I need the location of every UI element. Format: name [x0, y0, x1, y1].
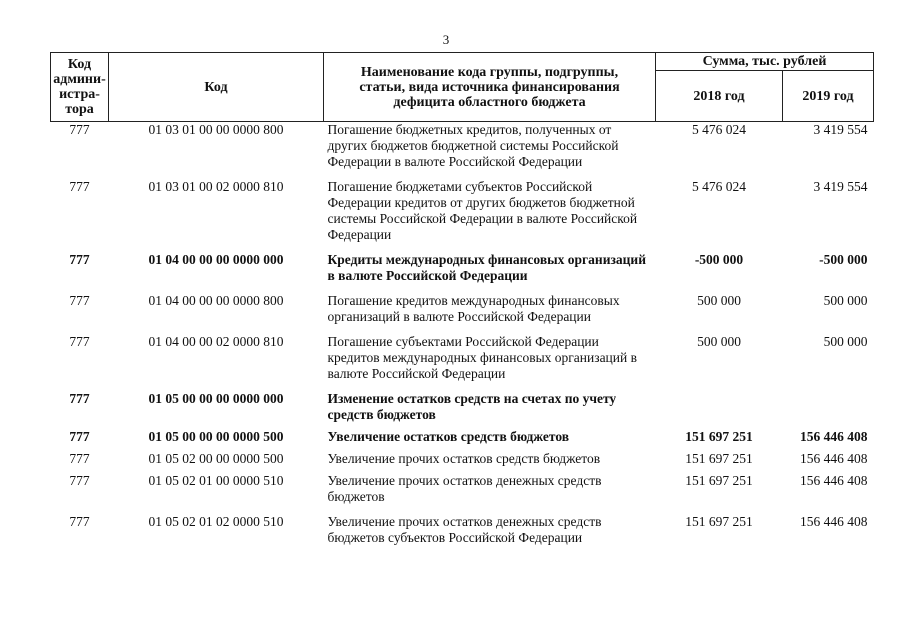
cell-amount-2019 — [783, 391, 874, 429]
cell-code: 01 03 01 00 02 0000 810 — [148, 179, 284, 194]
header-name — [324, 53, 656, 122]
cell-amount-2018: 151 697 251 — [685, 514, 753, 529]
cell-code: 01 05 00 00 00 0000 000 — [148, 391, 284, 406]
cell-amount-2018 — [656, 391, 783, 429]
cell-code: 01 05 02 01 00 0000 510 — [148, 473, 284, 488]
cell-code: 01 05 02 01 02 0000 510 — [148, 514, 284, 529]
table-row — [51, 122, 874, 180]
cell-code: 01 05 00 00 00 0000 500 — [148, 429, 284, 444]
header-admin-line: тора — [65, 102, 94, 117]
cell-admin-code: 777 — [69, 334, 90, 349]
cell-name: Увеличение прочих остатков средств бюджетов — [327, 451, 601, 466]
cell-admin-code: 777 — [69, 451, 90, 466]
cell-amount-2018: 5 476 024 — [692, 179, 746, 194]
cell-name: Увеличение прочих остатков денежных средств бюджетов субъектов Российской Федерации — [327, 514, 602, 545]
cell-amount-2019: 3 419 554 — [813, 122, 868, 137]
header-name-line: дефицита областного бюджета — [393, 94, 586, 110]
table-row — [51, 179, 874, 252]
cell-amount-2019: 3 419 554 — [813, 179, 868, 194]
table-row — [51, 451, 874, 473]
cell-amount-2018: 500 000 — [697, 334, 741, 349]
cell-name: Погашение кредитов международных финансовых организаций в валюте Российской Федерации — [327, 293, 620, 324]
header-admin-line: истра- — [59, 87, 100, 102]
cell-admin-code: 777 — [69, 122, 90, 137]
header-year-2018: 2018 год — [656, 71, 783, 122]
cell-code: 01 04 00 00 00 0000 000 — [148, 252, 284, 267]
cell-name: Кредиты международных финансовых организаций в валюте Российской Федерации — [327, 252, 646, 283]
cell-name: Увеличение прочих остатков денежных средств бюджетов — [327, 473, 602, 504]
cell-admin-code: 777 — [69, 179, 90, 194]
cell-amount-2019: 500 000 — [823, 293, 868, 308]
budget-sources-table — [50, 52, 874, 555]
table-row — [51, 293, 874, 334]
header-admin-line: админи- — [53, 72, 106, 87]
table-row — [51, 391, 874, 429]
cell-amount-2018: 151 697 251 — [685, 473, 753, 488]
cell-amount-2018: 151 697 251 — [685, 429, 753, 444]
cell-name: Погашение бюджетами субъектов Российской Федерации кредитов от других бюджетов бюджетной системы Российской Федерации в валюте Российской Федерации — [327, 179, 638, 242]
cell-amount-2019: 156 446 408 — [800, 451, 868, 466]
header-year-2019: 2019 год — [783, 71, 874, 122]
table-row — [51, 429, 874, 451]
header-admin-line: Код — [67, 57, 92, 72]
cell-admin-code: 777 — [69, 514, 90, 529]
page-number: 3 — [442, 32, 450, 47]
header-code: Код — [109, 53, 324, 122]
cell-admin-code: 777 — [69, 391, 90, 406]
cell-amount-2019: 156 446 408 — [800, 514, 868, 529]
cell-amount-2018: -500 000 — [694, 252, 744, 267]
cell-amount-2019: -500 000 — [819, 252, 868, 267]
table-row — [51, 334, 874, 391]
header-name-line: статьи, вида источника финансирования — [359, 79, 620, 95]
cell-amount-2019: 500 000 — [823, 334, 868, 349]
header-sum: Сумма, тыс. рублей — [656, 53, 874, 71]
cell-name: Погашение бюджетных кредитов, полученных от других бюджетов бюджетной системы Российской Федерации в валюте Российской Федерации — [327, 122, 619, 169]
cell-code: 01 04 00 00 00 0000 800 — [148, 293, 284, 308]
table-row — [51, 514, 874, 555]
cell-admin-code: 777 — [69, 293, 90, 308]
cell-amount-2018: 5 476 024 — [692, 122, 746, 137]
cell-code: 01 04 00 00 02 0000 810 — [148, 334, 284, 349]
cell-code: 01 03 01 00 00 0000 800 — [148, 122, 284, 137]
cell-admin-code: 777 — [69, 252, 90, 267]
cell-name: Изменение остатков средств на счетах по учету средств бюджетов — [327, 391, 617, 422]
table-row — [51, 252, 874, 293]
cell-amount-2019: 156 446 408 — [800, 429, 868, 444]
table-row — [51, 473, 874, 514]
table-body — [51, 122, 874, 556]
cell-amount-2019: 156 446 408 — [800, 473, 868, 488]
cell-admin-code: 777 — [69, 473, 90, 488]
cell-code: 01 05 02 00 00 0000 500 — [148, 451, 284, 466]
cell-name: Погашение субъектами Российской Федерации кредитов международных финансовых организаций в валюте Российской Федерации — [327, 334, 637, 381]
header-admin-code — [51, 53, 109, 122]
cell-name: Увеличение остатков средств бюджетов — [327, 429, 570, 444]
header-name-line: Наименование кода группы, подгруппы, — [360, 64, 619, 80]
cell-admin-code: 777 — [69, 429, 90, 444]
cell-amount-2018: 151 697 251 — [685, 451, 753, 466]
cell-amount-2018: 500 000 — [697, 293, 741, 308]
